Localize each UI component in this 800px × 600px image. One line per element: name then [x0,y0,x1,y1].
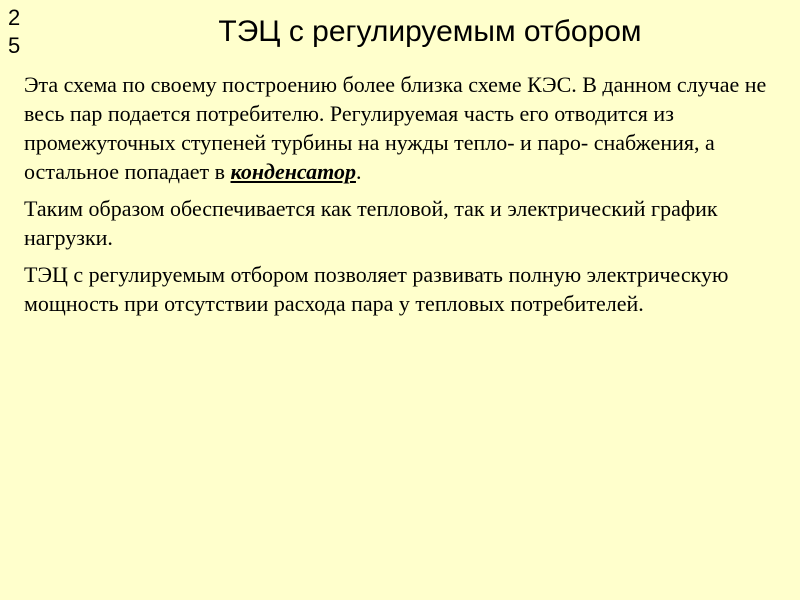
paragraph-1-text: Эта схема по своему построению более близка схеме КЭС. В данном случае не весь пар подается потребителю. Регулируемая часть его отводится из промежуточных ступеней турбины на нужды тепло- и паро- снабжения, а остальное попадает в [24,72,767,184]
condenser-link[interactable]: конденсатор [230,159,356,184]
slide-number-digit-2: 5 [8,33,21,58]
paragraph-2: Таким образом обеспечивается как тепловой, так и электрический график нагрузки. [24,196,718,250]
paragraph-1-end: . [355,159,362,184]
slide-number-digit-1: 2 [8,5,21,30]
slide-body [24,70,776,326]
slide-number [8,4,30,60]
paragraph-3: ТЭЦ с регулируемым отбором позволяет развивать полную электрическую мощность при отсутствии расхода пара у тепловых потребителей. [24,262,729,316]
paragraph-1 [24,70,776,186]
slide-title: ТЭЦ с регулируемым отбором [218,15,642,48]
